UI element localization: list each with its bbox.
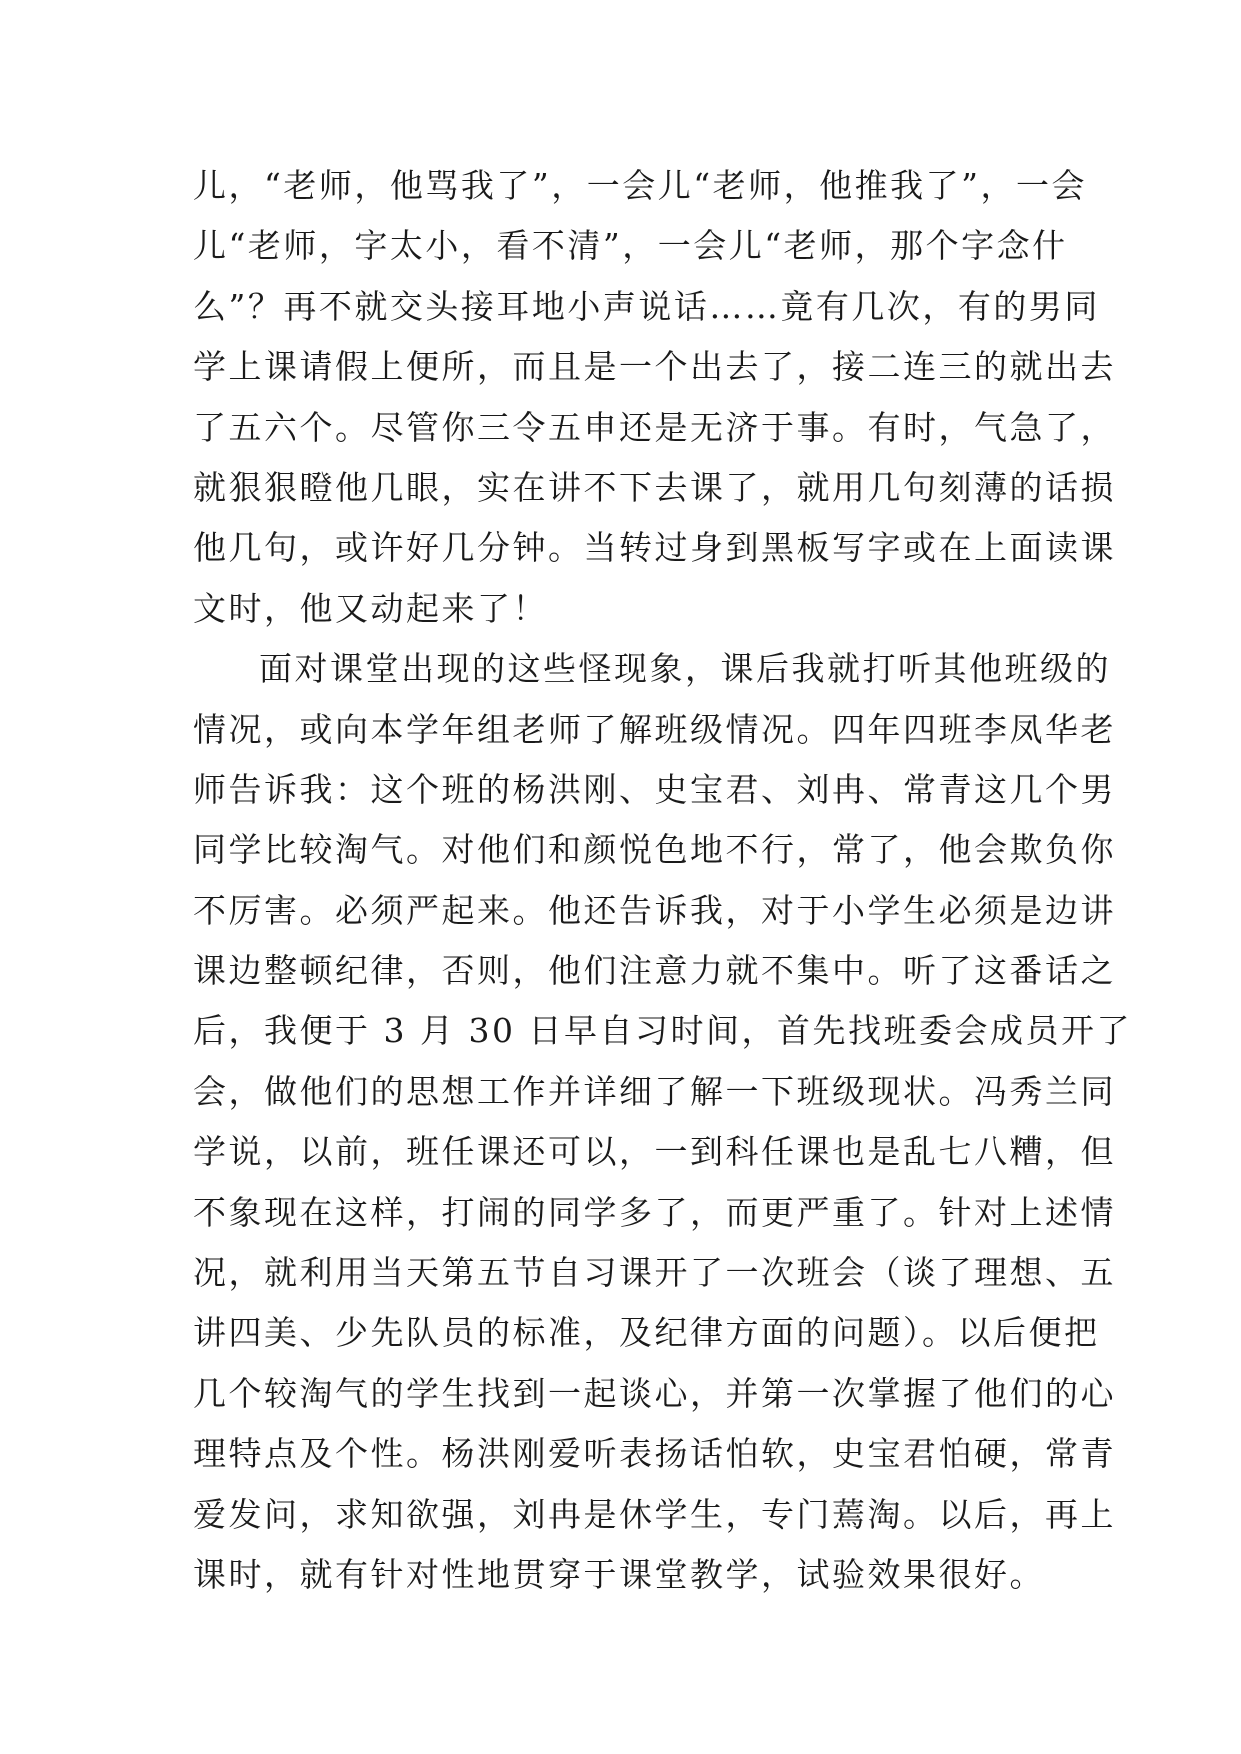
document-body: [193, 156, 1132, 1605]
text-line: 面对课堂出现的这些怪现象，课后我就打听其他班级的: [259, 649, 1111, 689]
text-line: 况，就利用当天第五节自习课开了一次班会（谈了理想、五: [193, 1253, 1116, 1293]
text-line: 不厉害。必须严起来。他还告诉我，对于小学生必须是边讲: [193, 890, 1116, 930]
text-line: 理特点及个性。杨洪刚爱听表扬话怕软，史宝君怕硬，常青: [193, 1434, 1116, 1474]
text-line: 儿，“老师，他骂我了”，一会儿“老师，他推我了”，一会: [193, 166, 1087, 205]
text-line: 师告诉我：这个班的杨洪刚、史宝君、刘冉、常青这几个男: [193, 769, 1116, 809]
paragraph-2: [193, 639, 1132, 1605]
text-line: 爱发问，求知欲强，刘冉是休学生，专门蔫淘。以后，再上: [193, 1494, 1116, 1534]
text-line: 情况，或向本学年组老师了解班级情况。四年四班李凤华老: [193, 709, 1116, 749]
text-line: 么”？再不就交头接耳地小声说话……竟有几次，有的男同: [193, 286, 1100, 326]
text-line: 了五六个。尽管你三令五申还是无济于事。有时，气急了，: [193, 407, 1116, 447]
text-line: 文时，他又动起来了！: [193, 588, 548, 628]
text-line: 他几句，或许好几分钟。当转过身到黑板写字或在上面读课: [193, 528, 1116, 568]
text-line: 学上课请假上便所，而且是一个出去了，接二连三的就出去: [193, 347, 1116, 387]
text-line: 儿“老师，字太小，看不清”，一会儿“老师，那个字念什: [193, 226, 1068, 266]
text-line: 不象现在这样，打闹的同学多了，而更严重了。针对上述情: [193, 1192, 1116, 1232]
text-line: 讲四美、少先队员的标准，及纪律方面的问题）。以后便把: [193, 1313, 1100, 1353]
text-line: 课时，就有针对性地贯穿于课堂教学，试验效果很好。: [193, 1554, 1045, 1594]
text-line: 就狠狠瞪他几眼，实在讲不下去课了，就用几句刻薄的话损: [193, 467, 1116, 507]
text-line: 后，我便于 3 月 30 日早自习时间，首先找班委会成员开了: [193, 1011, 1132, 1051]
paragraph-1: [193, 156, 1116, 639]
text-line: 同学比较淘气。对他们和颜悦色地不行，常了，他会欺负你: [193, 830, 1116, 870]
text-line: 几个较淘气的学生找到一起谈心，并第一次掌握了他们的心: [193, 1373, 1116, 1413]
text-line: 学说，以前，班任课还可以，一到科任课也是乱七八糟，但: [193, 1132, 1116, 1172]
text-line: 会，做他们的思想工作并详细了解一下班级现状。冯秀兰同: [193, 1071, 1116, 1111]
text-line: 课边整顿纪律，否则，他们注意力就不集中。听了这番话之: [193, 951, 1116, 991]
